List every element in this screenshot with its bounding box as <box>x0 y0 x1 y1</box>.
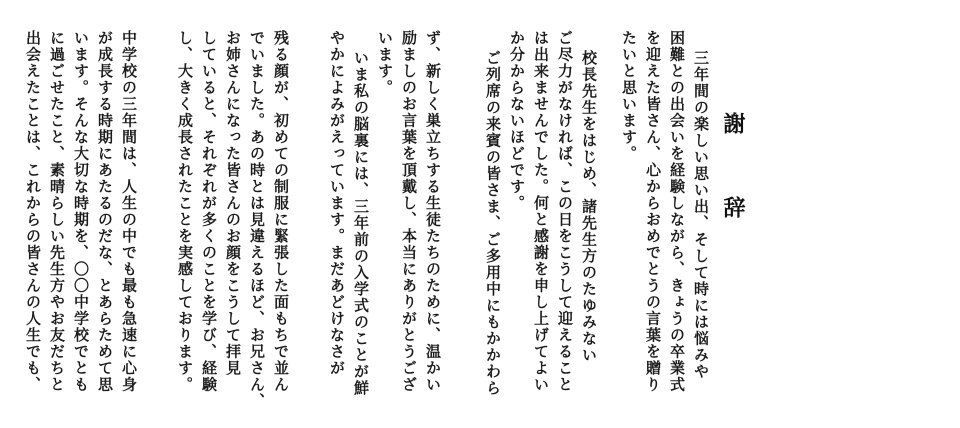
text-column-18: 残る顔が、初めての制服に緊張した面もちで並ん <box>272 30 290 393</box>
text-column-15: いま私の脳裏には、三年前の入学式のことが鮮 <box>352 50 370 397</box>
text-column-2: 困難との出会いを経験しながら、きょうの卒業式 <box>668 30 686 393</box>
text-column-27: に過ごせたこと、素晴らしい先生方やお友だちと <box>48 30 66 393</box>
text-column-28: 出会えたことは、これからの皆さんの人生でも、 <box>24 30 42 393</box>
text-column-21: していると、それぞれが多くのことを学び、経験 <box>200 30 218 393</box>
text-column-9: か分からないほどです。 <box>508 30 526 212</box>
text-column-10: ご列席の来賓の皆さま、ご多用中にもかかわら <box>484 50 502 397</box>
text-column-19: でいました。あの時とは見違えるほど、お兄さん、 <box>248 30 266 410</box>
text-column-4: たいと思います。 <box>620 30 638 162</box>
text-column-1: 三年間の楽しい思い出、そして時には悩みや <box>692 50 710 380</box>
text-column-8: は出来ませんでした。何と感謝を申し上げてよい <box>532 30 550 393</box>
text-column-14: います。 <box>376 30 394 96</box>
document-title: 謝 辞 <box>720 112 746 236</box>
text-column-22: し、大きく成長されたことを実感しております。 <box>176 30 194 393</box>
text-column-7: ご尽力がなければ、この日をこうして迎えること <box>556 30 574 393</box>
text-column-13: 励ましのお言葉を頂戴し、本当にありがとうござ <box>400 30 418 393</box>
text-column-24: 中学校の三年間は、人生の中でも最も急速に心身 <box>120 30 138 393</box>
text-column-12: ず、新しく巣立ちする生徒たちのために、温かい <box>424 30 442 393</box>
text-column-25: が成長する時期にあたるのだな、とあらためて思 <box>96 30 114 393</box>
text-column-20: お姉さんになった皆さんのお顔をこうして拝見 <box>224 30 242 377</box>
text-column-3: を迎えた皆さん、心からおめでとうの言葉を贈り <box>644 30 662 393</box>
text-column-16: やかによみがえっています。まだあどけなさが <box>328 30 346 377</box>
text-column-6: 校長先生をはじめ、諸先生方のたゆみない <box>580 50 598 364</box>
text-column-26: います。そんな大切な時期を、〇〇中学校でとも <box>72 30 90 393</box>
